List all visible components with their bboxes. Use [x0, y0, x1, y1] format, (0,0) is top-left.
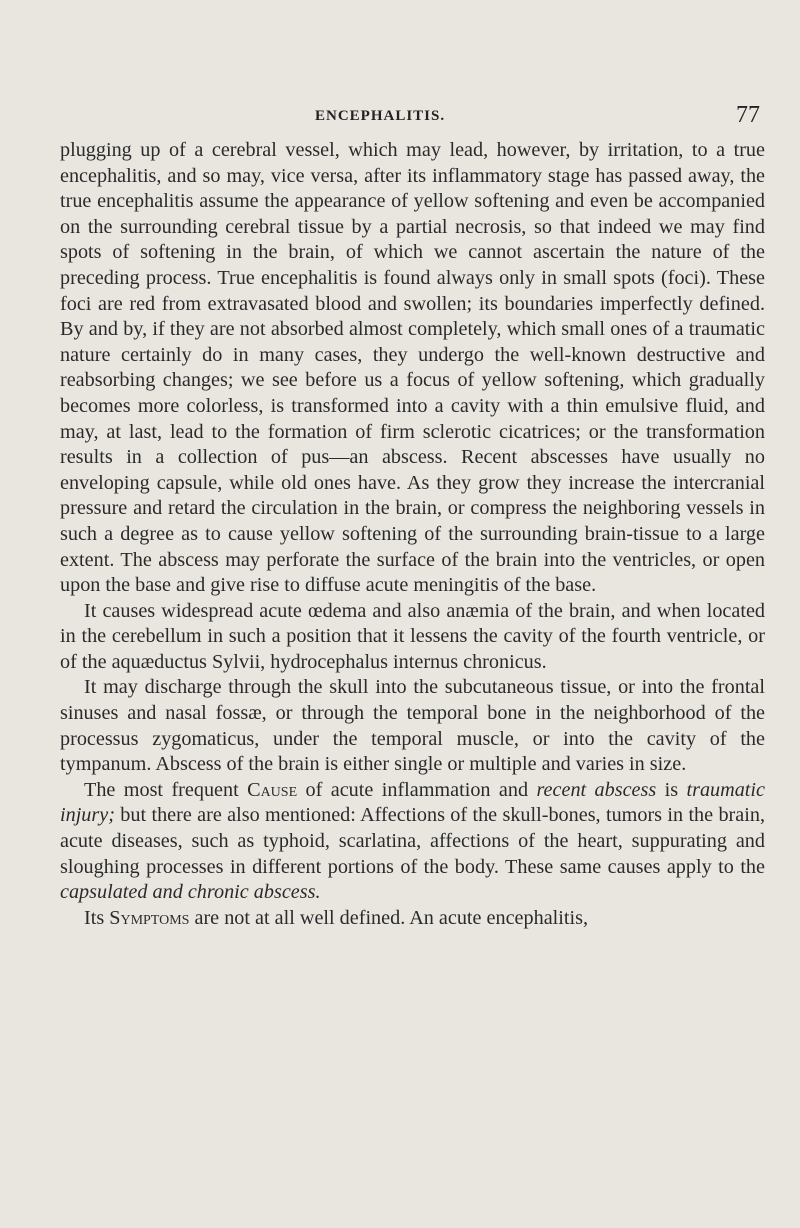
page-header	[60, 102, 760, 132]
paragraph: It may discharge through the skull into the subcutaneous tissue, or into the frontal sinuses and nasal fossæ, or through the temporal bone in the neighborhood of the processus zygomaticus, under the temporal muscle, or into the cavity of the tympanum. Abscess of the brain is either single or multiple and varies in size.	[60, 676, 765, 776]
italic-term: recent abscess	[536, 778, 657, 801]
page-number: 77	[736, 102, 760, 128]
paragraph: Its Symptoms are not at all well defined. An acute encephalitis,	[84, 906, 588, 929]
italic-term: capsulated and chronic abscess.	[60, 881, 321, 904]
paragraph: It causes widespread acute œdema and also anæmia of the brain, and when located in the cerebellum in such a position that it lessens the cavity of the fourth ventricle, or of the aquæductus Sylvii, hydrocephalus internus chronicus.	[60, 599, 765, 673]
paragraph: plugging up of a cerebral vessel, which may lead, however, by irritation, to a true encephalitis, and so may, vice versa, after its inflammatory stage has passed away, the true encephalitis assume the appearance of yellow softening and even be accompanied on the surrounding cerebral tissue by a partial necrosis, so that indeed we may find spots of softening in the brain, of which we cannot ascertain the nature of the preceding process. True encephalitis is found always only in small spots (foci). These foci are red from extravasated blood and swollen; its boundaries imperfectly defined. By and by, if they are not absorbed almost completely, which small ones of a traumatic nature certainly do in many cases, they undergo the well-known destructive and reabsorbing changes; we see before us a focus of yellow softening, which gradually becomes more colorless, is transformed into a cavity with a thin emulsive fluid, and may, at last, lead to the formation of firm sclerotic cicatrices; or the transformation results in a collection of pus—an abscess. Recent abscesses have usually no enveloping capsule, while old ones have. As they grow they increase the intercranial pressure and retard the circulation in the brain, or compress the neighboring vessels in such a degree as to cause yellow softening of the surrounding brain-tissue to a large extent. The abscess may perforate the surface of the brain into the ventricles, or open upon the base and give rise to diffuse acute meningitis of the base.	[60, 139, 765, 597]
small-caps-term: Symptoms	[109, 906, 190, 929]
small-caps-term: Cause	[247, 778, 298, 801]
italic-term: traumatic injury;	[60, 778, 765, 827]
running-title: ENCEPHALITIS.	[315, 108, 446, 124]
paragraph: The most frequent Cause of acute inflammation and recent abscess is traumatic injury; but there are also mentioned: Affections of the skull-bones, tumors in the brain, acute diseases, such as typhoid, scarlatina, affections of the heart, suppurating and sloughing processes in different portions of the body. These same causes apply to the capsulated and chronic abscess.	[60, 778, 765, 904]
body-text	[60, 138, 765, 931]
